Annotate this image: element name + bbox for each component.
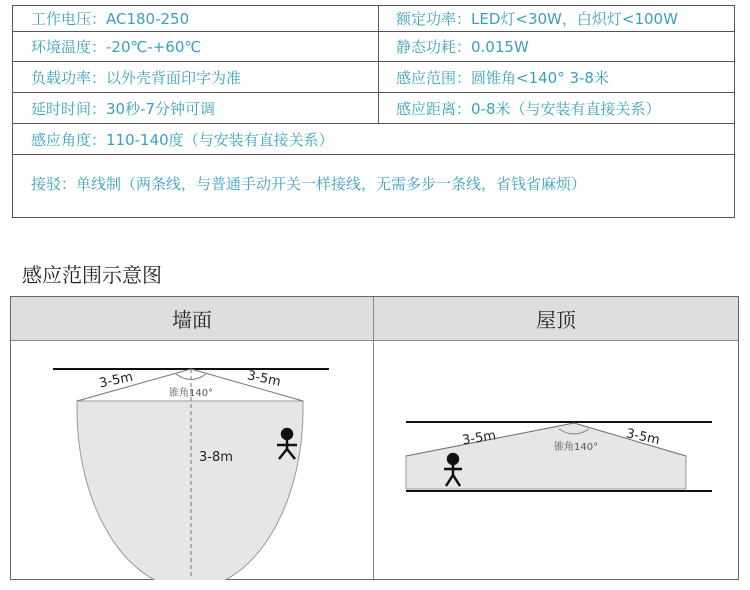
spec-temperature: 环境温度：-20℃-+60℃ bbox=[13, 32, 379, 61]
wall-sensing-zone bbox=[77, 401, 303, 580]
ceiling-header: 屋顶 bbox=[374, 297, 738, 341]
diagram-title: 感应范围示意图 bbox=[22, 263, 162, 287]
wall-right-distance: 3-5m bbox=[245, 368, 283, 390]
spec-sensing-range: 感应范围：圆锥角<140° 3-8米 bbox=[396, 68, 609, 87]
wall-header: 墙面 bbox=[11, 297, 373, 341]
ceiling-mount-diagram bbox=[374, 341, 738, 580]
ceiling-right-distance: 3-5m bbox=[624, 426, 662, 449]
ceiling-left-distance: 3-5m bbox=[461, 428, 498, 449]
spec-sensing-distance: 感应距离：0-8米（与安装有直接关系） bbox=[396, 99, 661, 118]
spec-load-power: 负载功率：以外壳背面印字为准 bbox=[13, 62, 379, 92]
spec-wiring: 接驳：单线制（两条线，与普通手动开关一样接线，无需多步一条线，省钱省麻烦） bbox=[31, 175, 587, 193]
wall-mount-diagram bbox=[11, 341, 373, 580]
spec-static-power: 静态功耗：0.015W bbox=[396, 38, 529, 56]
spec-sensing-angle: 感应角度：110-140度（与安装有直接关系） bbox=[31, 130, 334, 149]
spec-row bbox=[13, 6, 734, 32]
wall-left-distance: 3-5m bbox=[98, 369, 135, 392]
spec-delay: 延时时间：30秒-7分钟可调 bbox=[13, 93, 379, 123]
spec-rated-power: 额定功率：LED灯<30W，白炽灯<100W bbox=[396, 10, 678, 28]
ceiling-angle-label: 锥角140° bbox=[554, 442, 599, 453]
spec-voltage: 工作电压：AC180-250 bbox=[13, 6, 379, 31]
spec-row bbox=[13, 124, 734, 155]
wall-vertical-distance: 3-8m bbox=[199, 450, 233, 465]
spec-table bbox=[12, 5, 735, 218]
spec-row bbox=[13, 32, 734, 62]
sensing-range-diagram bbox=[10, 296, 739, 580]
spec-row bbox=[13, 93, 734, 124]
wall-angle-label: 锥角140° bbox=[169, 388, 214, 399]
spec-row bbox=[13, 62, 734, 93]
